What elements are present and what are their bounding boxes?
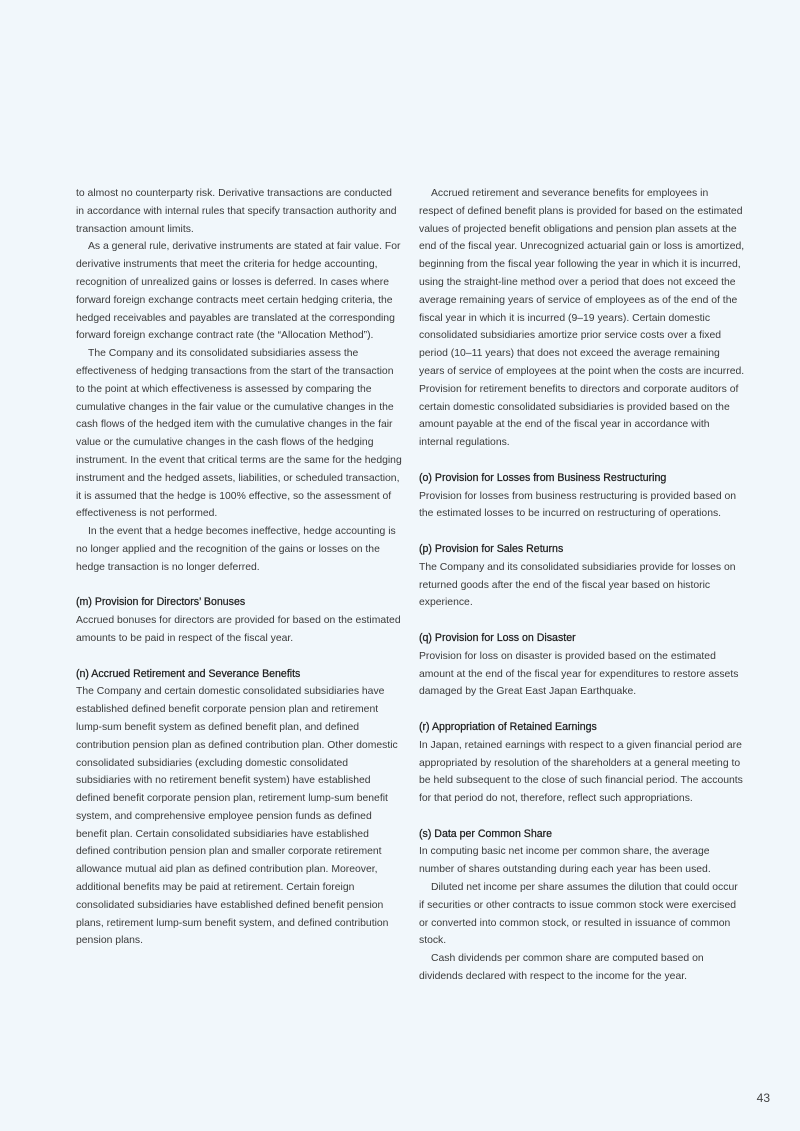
paragraph-directors-bonuses: Accrued bonuses for directors are provided for based on the estimated amounts to be paid in respect of the fiscal year. — [76, 615, 401, 644]
paragraph-fair-value: As a general rule, derivative instruments are stated at fair value. For derivative instruments that meet the criteria for hedge accounting, recognition of unrealized gains or losses is deferred. In cases where forward foreign exchange contracts meet certain hedging criteria, the hedged receivables and payables are translated at the corresponding forward foreign exchange contract rate (the “Allocation Method”). — [76, 241, 401, 342]
heading-loss-on-disaster: (q) Provision for Loss on Disaster — [419, 631, 576, 644]
heading-retained-earnings: (r) Appropriation of Retained Earnings — [419, 720, 597, 733]
heading-directors-bonuses: (m) Provision for Directors’ Bonuses — [76, 596, 246, 609]
heading-data-per-share: (s) Data per Common Share — [419, 827, 553, 840]
paragraph-basic-net-income: In computing basic net income per common share, the average number of shares outstanding during each year has been used. — [419, 846, 711, 876]
heading-business-restructuring: (o) Provision for Losses from Business Restructuring — [419, 471, 667, 484]
paragraph-retirement-benefits-cont: Accrued retirement and severance benefits for employees in respect of defined benefit plans is provided for based on the estimated values of projected benefit obligations and pension plan assets at the end of the fiscal year. Unrecognized actuarial gain or loss is amortized, beginning from the fiscal year following the year in which it is incurred, using the straight-line method over a period that does not exceed the average remaining years of service of employees as of the end of the fiscal year in which it is incurred (9–19 years). Certain domestic consolidated subsidiaries amortize prior service costs over a fixed period (10–11 years) that does not exceed the average remaining years of service of employees at the point when the costs are incurred. Provision for retirement benefits to directors and corporate auditors of certain domestic consolidated subsidiaries is provided based on the amount payable at the end of the fiscal year in accordance with internal regulations. — [419, 188, 745, 449]
right-column — [419, 185, 745, 986]
page-number: 43 — [756, 1091, 770, 1105]
paragraph-business-restructuring: Provision for losses from business restructuring is provided based on the estimated losses to be incurred on restructuring of operations. — [419, 490, 737, 520]
paragraph-diluted-net-income: Diluted net income per share assumes the dilution that could occur if securities or other contracts to issue common stock were exercised or converted into common stock, or resulted in issuance of common stock. — [419, 882, 738, 947]
paragraph-hedge-effectiveness: The Company and its consolidated subsidiaries assess the effectiveness of hedging transactions from the start of the transaction to the point at which effectiveness is assessed by comparing the cumulative changes in the fair value or the cumulative changes in the cash flows of the hedged item with the cumulative changes in the fair value or the cumulative changes in the cash flows of the hedging instrument. In the event that critical terms are the same for the hedging instrument and the hedged assets, liabilities, or scheduled transaction, it is assumed that the hedge is 100% effective, so the assessment of effectiveness is not performed. — [76, 348, 402, 520]
heading-retirement-benefits: (n) Accrued Retirement and Severance Benefits — [76, 667, 301, 680]
paragraph-counterparty-risk: to almost no counterparty risk. Derivative transactions are conducted in accordance with internal rules that specify transaction authority and transaction amount limits. — [76, 188, 397, 235]
paragraph-sales-returns: The Company and its consolidated subsidiaries provide for losses on returned goods after the end of the fiscal year based on historic experience. — [419, 561, 736, 609]
paragraph-ineffective-hedge: In the event that a hedge becomes ineffective, hedge accounting is no longer applied and the recognition of the gains or losses on the hedge transaction is no longer deferred. — [76, 526, 396, 573]
paragraph-cash-dividends: Cash dividends per common share are computed based on dividends declared with respect to the income for the year. — [419, 953, 704, 983]
heading-sales-returns: (p) Provision for Sales Returns — [419, 542, 564, 555]
paragraph-retained-earnings: In Japan, retained earnings with respect to a given financial period are appropriated by resolution of the shareholders at a general meeting to be held subsequent to the close of such financial period. The accounts for that period do not, therefore, reflect such appropriations. — [419, 739, 743, 805]
paragraph-loss-on-disaster: Provision for loss on disaster is provided based on the estimated amount at the end of the fiscal year for expenditures to restore assets damaged by the Great East Japan Earthquake. — [419, 650, 739, 698]
paragraph-retirement-benefits: The Company and certain domestic consolidated subsidiaries have established defined benefit corporate pension plan and retirement lump-sum benefit system as defined benefit plan, and defined contribution pension plan as defined contribution plan. Other domestic consolidated subsidiaries (excluding domestic consolidated subsidiaries with no retirement benefit system) have established defined benefit corporate pension plan, retirement lump-sum benefit system, and comprehensive employee pension funds as defined benefit plan. Certain consolidated subsidiaries have established defined contribution pension plan and smaller corporate retirement allowance mutual aid plan as defined contribution plan. Moreover, additional benefits may be paid at retirement. Certain foreign consolidated subsidiaries have established defined benefit pension plans, retirement lump-sum benefit system, and defined contribution pension plans. — [76, 686, 398, 947]
left-column — [76, 185, 402, 950]
